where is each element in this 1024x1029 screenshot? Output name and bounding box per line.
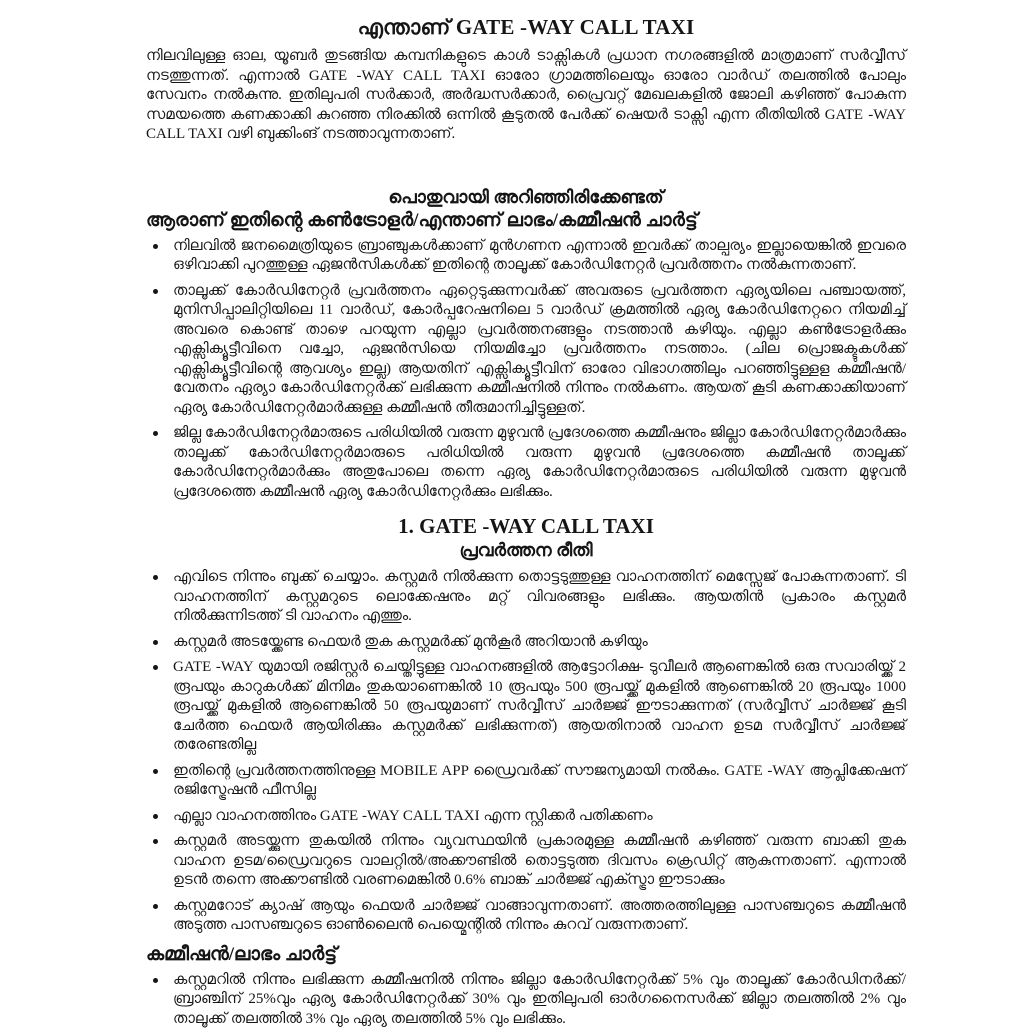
bullet-text: എല്ലാ വാഹനത്തിനും GATE -WAY CALL TAXI എന്ന സ്റ്റിക്കർ പതിക്കണം <box>173 808 653 824</box>
bullet-text: കസ്റ്റമർ അടയ്ക്കുന്ന തുകയിൽ നിന്നും വ്യവസ്ഥയിൻ പ്രകാരമുള്ള കമ്മീഷൻ കഴിഞ്ഞ് വരുന്ന ബാക്കി തുക വാഹന ഉടമ/ഡ്രൈവറുടെ വാലറ്റിൽ/അക്കൗണ്ടിൽ തൊട്ടടുത്ത ദിവസം ക്രെഡിറ്റ് ആകുന്നതാണ്. എന്നാൽ ഉടൻ തന്നെ അക്കൗണ്ടിൽ വരണമെങ്കിൽ 0.6% ബാങ്ക് ചാർജ്ജ് എക്സ്ട്രാ ഈടാക്കും <box>173 833 906 888</box>
bullet-text: GATE -WAY യുമായി രജിസ്റ്റർ ചെയ്തിട്ടുള്ള വാഹനങ്ങളിൽ ആട്ടോറിക്ഷ- ടുവീലർ ആണെങ്കിൽ ഒരു സവാരിയ്ക്ക് 2 രൂപയും കാറുകൾക്ക് മിനിമം തുകയാണെങ്കിൽ 10 രൂപയും 500 രൂപയ്ക്ക് മുകളിൽ ആണെങ്കിൽ 20 രൂപയും 1000 രൂപയ്ക്ക് മുകളിൽ ആണെങ്കിൽ 50 രൂപയുമാണ് സർവ്വീസ് ചാർജ്ജ് ഈടാക്കുന്നത് (സർവ്വീസ് ചാർജ്ജ് കൂടി ചേർത്ത ഫെയർ ആയിരിക്കും കസ്റ്റമർക്ക് ലഭിക്കുന്നത്) ആയതിനാൽ വാഹന ഉടമ സർവ്വീസ് ചാർജ്ജ് തരേണ്ടതില്ല <box>173 659 906 753</box>
section1-heading: 1. GATE -WAY CALL TAXI <box>146 514 906 539</box>
section1-subheading: പ്രവർത്തന രീതി <box>146 540 906 561</box>
bullet-dot-icon <box>153 814 158 819</box>
intro-paragraph: നിലവിലുള്ള ഓല, യൂബർ തുടങ്ങിയ കമ്പനികളുടെ കാൾ ടാക്സികൾ പ്രധാന നഗരങ്ങളിൽ മാത്രമാണ് സർവ്വീസ് നടത്തുന്നത്. എന്നാൽ GATE -WAY CALL TAXI ഓരോ ഗ്രാമത്തിലെയും ഓരോ വാർഡ് തലത്തിൽ പോലും സേവനം നൽകുന്നു. ഇതിലുപരി സർക്കാർ, അർദ്ധസർക്കാർ, പ്രൈവറ്റ് മേഖലകളിൽ ജോലി കഴിഞ്ഞ് പോകുന്ന സമയത്തെ കണക്കാക്കി കുറഞ്ഞ നിരക്കിൽ ഒന്നിൽ കൂടുതൽ പേർക്ക് ഷെയർ ടാക്സി എന്ന രീതിയിൽ GATE -WAY CALL TAXI വഴി ബുക്കിംങ് നടത്താവുന്നതാണ്. <box>146 47 906 145</box>
list-item <box>146 282 906 419</box>
bullet-dot-icon <box>153 431 158 436</box>
bullet-text: ജില്ല കോർഡിനേറ്റർമാരുടെ പരിധിയിൽ വരുന്ന മുഴുവൻ പ്രദേശത്തെ കമ്മീഷനും ജില്ലാ കോർഡിനേറ്റർമാർക്കും താലൂക്ക് കോർഡിനേറ്റർമാരുടെ പരിധിയിൽ വരുന്ന മുഴുവൻ പ്രദേശത്തെ കമ്മീഷൻ താലൂക്ക് കോർഡിനേറ്റർമാർക്കും അതുപോലെ തന്നെ ഏര്യ കോർഡിനേറ്റർമാരുടെ പരിധിയിൽ വരുന്ന മുഴുവൻ പ്രദേശത്തെ കമ്മീഷൻ ഏര്യ കോർഡിനേറ്റർക്കും ലഭിക്കും. <box>173 425 906 500</box>
bullet-text: നിലവിൽ ജനമൈത്രിയുടെ ബ്രാഞ്ചുകൾക്കാണ് മുൻഗണന എന്നാൽ ഇവർക്ക് താല്പര്യം ഇല്ലായെങ്കിൽ ഇവരെ ഒഴിവാക്കി പുറത്തുള്ള ഏജൻസികൾക്ക് ഇതിന്റെ താലൂക്ക് കോർഡിനേറ്റർ പ്രവർത്തനം നൽകുന്നതാണ്. <box>173 238 906 274</box>
section1-bullet-list <box>146 568 906 936</box>
bullet-dot-icon <box>153 640 158 645</box>
bullet-dot-icon <box>153 289 158 294</box>
bullet-dot-icon <box>153 665 158 670</box>
document-title: എന്താണ് GATE -WAY CALL TAXI <box>146 15 906 40</box>
list-item <box>146 971 906 1029</box>
general-bullet-list <box>146 237 906 503</box>
list-item <box>146 633 906 653</box>
bullet-dot-icon <box>153 839 158 844</box>
commission-bullet-list <box>146 971 906 1029</box>
list-item <box>146 424 906 502</box>
bullet-text: കസ്റ്റമർ അടയ്ക്കേണ്ട ഫെയർ തുക കസ്റ്റമർക്ക് മുൻകൂർ അറിയാൻ കഴിയും <box>173 634 648 650</box>
bullet-text: കസ്റ്റമറോട് ക്യാഷ് ആയും ഫെയർ ചാർജ്ജ് വാങ്ങാവുന്നതാണ്. അത്തരത്തിലുള്ള പാസഞ്ചറുടെ കമ്മീഷൻ അടുത്ത പാസഞ്ചറുടെ ഓൺലൈൻ പെയ്മെന്റിൽ നിന്നും കുറവ് വരുന്നതാണ്. <box>173 898 906 934</box>
bullet-text: കസ്റ്റമറിൽ നിന്നും ലഭിക്കുന്ന കമ്മീഷനിൽ നിന്നും ജില്ലാ കോർഡിനേറ്റർക്ക് 5% വും താലൂക്ക് കോർഡിനർക്ക്/ബ്രാഞ്ചിന് 25%വും ഏര്യ കോർഡിനേറ്റർക്ക് 30% വും ഇതിലുപരി ഓർഗനൈസർക്ക് ജില്ലാ തലത്തിൽ 2% വും താലൂക്ക് തലത്തിൽ 3% വും ഏര്യ തലത്തിൽ 5% വും ലഭിക്കും. <box>173 972 906 1027</box>
list-item <box>146 568 906 627</box>
commission-section-heading: കമ്മീഷൻ/ലാഭം ചാർട്ട് <box>146 944 906 966</box>
bullet-text: ഇതിന്റെ പ്രവർത്തനത്തിനുള്ള MOBILE APP ഡ്രൈവർക്ക് സൗജന്യമായി നൽകും. GATE -WAY ആപ്ലിക്കേഷന് രജിസ്ട്രേഷൻ ഫീസില്ല <box>173 763 906 799</box>
bullet-dot-icon <box>153 904 158 909</box>
list-item <box>146 658 906 756</box>
list-item <box>146 832 906 891</box>
bullet-dot-icon <box>153 575 158 580</box>
list-item <box>146 237 906 276</box>
general-section-heading: പൊതുവായി അറിഞ്ഞിരിക്കേണ്ടത് <box>146 187 906 208</box>
general-section-subheading: ആരാണ് ഇതിന്റെ കൺട്രോളർ/എന്താണ് ലാഭം/കമ്മീഷൻ ചാർട്ട് <box>146 210 906 232</box>
bullet-dot-icon <box>153 244 158 249</box>
bullet-text: താലൂക്ക് കോർഡിനേറ്റർ പ്രവർത്തനം ഏറ്റെടുക്കുന്നവർക്ക് അവരുടെ പ്രവർത്തന ഏര്യയിലെ പഞ്ചായത്ത്, മുനിസിപ്പാലിറ്റിയിലെ 11 വാർഡ്, കോർപ്പറേഷനിലെ 5 വാർഡ് ക്രമത്തിൽ ഏര്യ കോർഡിനേറ്ററെ നിയമിച്ച് അവരെ കൊണ്ട് താഴെ പറയുന്ന എല്ലാ പ്രവർത്തനങ്ങളും നടത്താൻ കഴിയും. എല്ലാ കൺട്രോളർക്കും എക്സിക്യൂട്ടീവിനെ വച്ചോ, ഏജൻസിയെ നിയമിച്ചോ പ്രവർത്തനം നടത്താം. (ചില പ്രൊജക്ടുകൾക്ക് എക്സിക്യൂട്ടീവിന്റെ ആവശ്യം ഇല്ല) ആയതിന് എക്സിക്യൂട്ടീവിന് ഓരോ വിഭാഗത്തിലും പറഞ്ഞിട്ടുള്ളള കമ്മീഷൻ/ വേതനം ഏര്യാ കോർഡിനേറ്റർക്ക് ലഭിക്കുന്ന കമ്മീഷനിൽ നിന്നും നൽകണം. ആയത് കൂടി കണക്കാക്കിയാണ് ഏര്യ കോർഡിനേറ്റർമാർക്കുള്ള കമ്മീഷൻ തീരുമാനിച്ചിട്ടുള്ളത്. <box>173 283 906 416</box>
list-item <box>146 762 906 801</box>
bullet-text: എവിടെ നിന്നും ബുക്ക് ചെയ്യാം. കസ്റ്റമർ നിൽക്കുന്ന തൊട്ടടുത്തുള്ള വാഹനത്തിന് മെസ്സേജ് പോകുന്നതാണ്. ടി വാഹനത്തിന് കസ്റ്റമറുടെ ലൊക്കേഷനും മറ്റ് വിവരങ്ങളും ലഭിക്കും. ആയതിൻ പ്രകാരം കസ്റ്റമർ നിൽക്കുന്നിടത്ത് ടി വാഹനം എത്തും. <box>173 569 906 624</box>
bullet-dot-icon <box>153 769 158 774</box>
bullet-dot-icon <box>153 978 158 983</box>
list-item <box>146 807 906 827</box>
list-item <box>146 897 906 936</box>
